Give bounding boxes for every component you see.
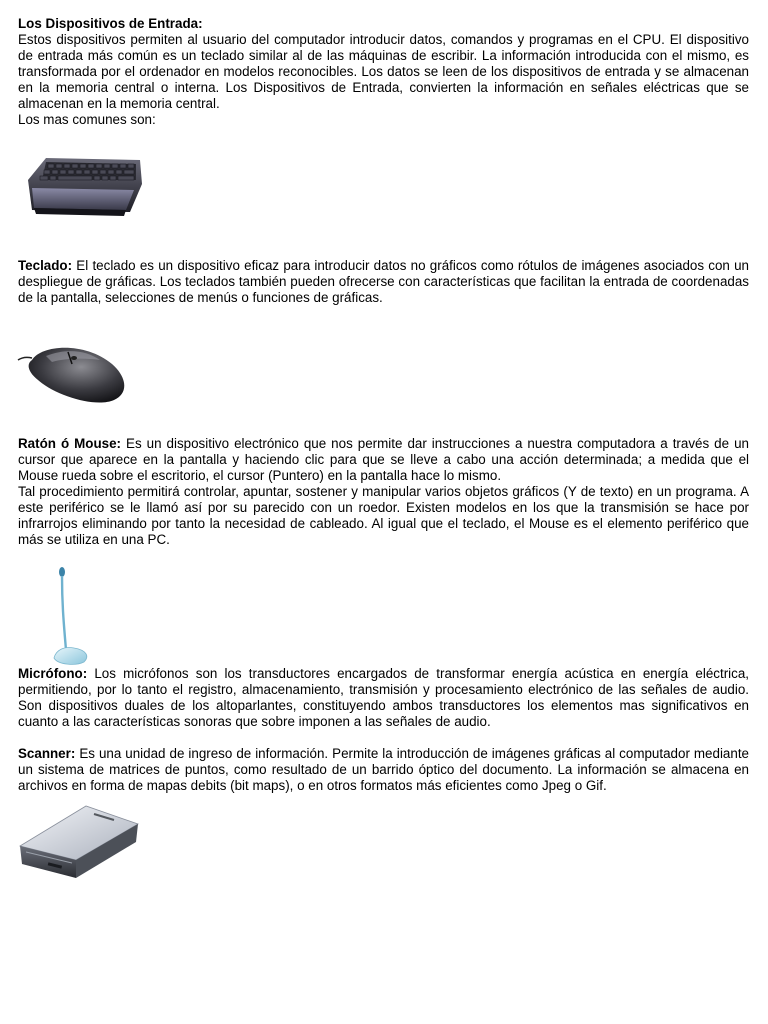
section-keyboard-text: El teclado es un dispositivo eficaz para introducir datos no gráficos como rótulos de imágenes asociados con un despliegue de gráficas. Los teclados también pueden ofrecerse con características que facilitan la entrada de coordenadas de la pantalla, selecciones de menús o funciones de gráficas. <box>18 258 749 305</box>
section-microphone-term: Micrófono: <box>18 666 88 681</box>
section-mouse-term: Ratón ó Mouse: <box>18 436 121 451</box>
intro-list-lead: Los mas comunes son: <box>18 112 156 127</box>
document-title: Los Dispositivos de Entrada: <box>18 16 203 31</box>
section-keyboard-term: Teclado: <box>18 258 73 273</box>
keyboard-image <box>18 144 749 242</box>
section-mouse <box>18 436 749 484</box>
section-scanner-term: Scanner: <box>18 746 76 761</box>
microphone-image <box>18 564 749 666</box>
section-mouse-extra: Tal procedimiento permitirá controlar, apuntar, sostener y manipular varios objetos gráficos (Y de texto) en un programa. A este periférico se le llamó así por su parecido con un roedor. Existen modelos en los que la transmisión se hace por infrarrojos eliminando por tanto la necesidad de cableado. Al igual que el teclado, el Mouse es el elemento periférico que más se utiliza en una PC. <box>18 484 749 547</box>
section-mouse-text: Es un dispositivo electrónico que nos permite dar instrucciones a nuestra computadora a través de un cursor que aparece en la pantalla y haciendo clic para que se lleve a cabo una acción determinada; a medida que el Mouse rueda sobre el escritorio, el cursor (Puntero) en la pantalla hace lo mismo. <box>18 436 749 483</box>
section-scanner <box>18 746 749 794</box>
section-microphone-text: Los micrófonos son los transductores encargados de transformar energía acústica en energía eléctrica, permitiendo, por lo tanto el registro, almacenamiento, transmisión y procesamiento electrónico de las señales de audio. Son dispositivos duales de los altoparlantes, constituyendo ambos transductores los elementos mas significativos en cuanto a las características sonoras que sobre imponen a las señales de audio. <box>18 666 749 729</box>
section-scanner-text: Es una unidad de ingreso de información. Permite la introducción de imágenes gráficas al computador mediante un sistema de matrices de puntos, como resultado de un barrido óptico del documento. La información se almacena en archivos en forma de mapas debits (bit maps), o en otros formatos más eficientes como Jpeg o Gif. <box>18 746 749 793</box>
scanner-icon <box>18 802 142 882</box>
section-microphone <box>18 666 749 730</box>
keyboard-icon <box>22 150 146 236</box>
scanner-image <box>18 802 749 882</box>
document-page <box>18 16 749 882</box>
mouse-image <box>18 322 749 420</box>
microphone-icon <box>46 566 116 666</box>
section-keyboard <box>18 258 749 306</box>
intro-paragraph: Estos dispositivos permiten al usuario del computador introducir datos, comandos y programas en el CPU. El dispositivo de entrada más común es un teclado similar al de las máquinas de escribir. La información introducida con el mismo, es transformada por el ordenador en modelos reconocibles. Los datos se leen de los dispositivos de entrada y se almacenan en la memoria central o interna. Los Dispositivos de Entrada, convierten la información en señales eléctricas que se almacenan en la memoria central. <box>18 32 749 111</box>
mouse-icon <box>16 330 132 410</box>
